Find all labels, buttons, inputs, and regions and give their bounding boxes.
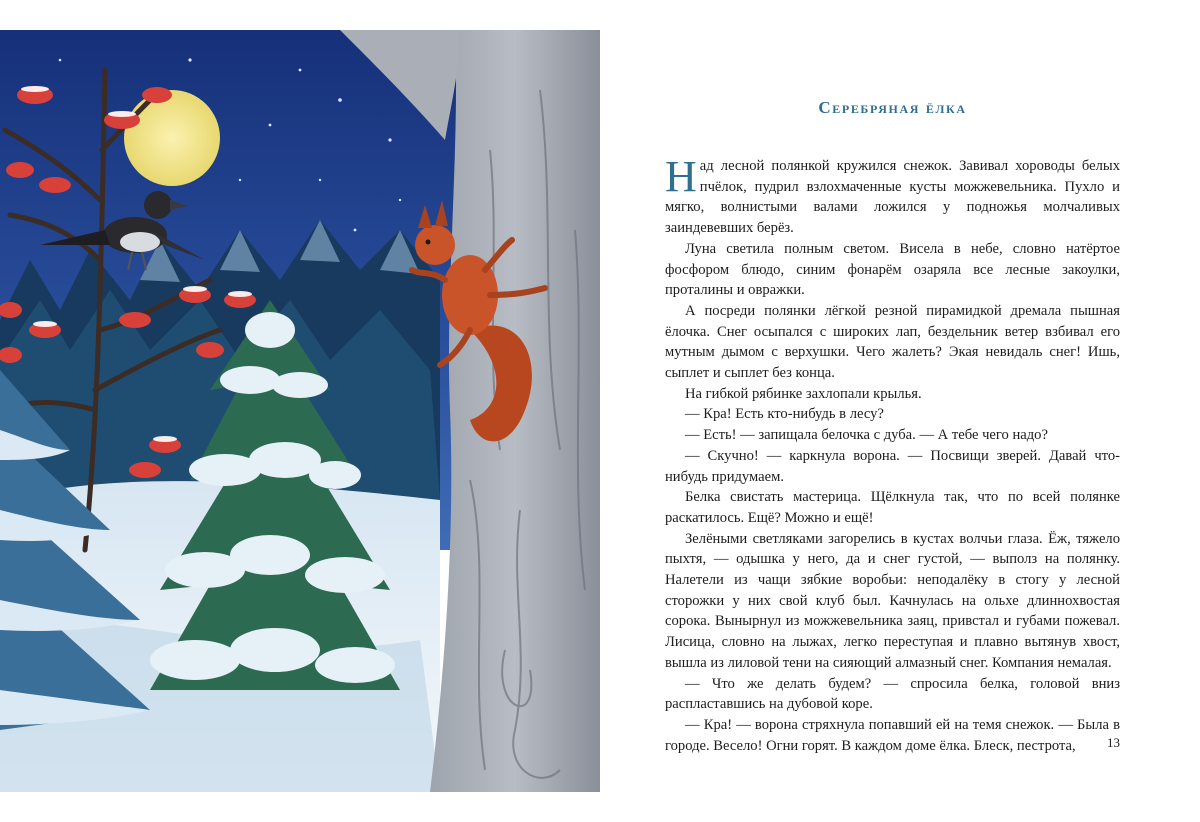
paragraph-text: ад лесной полянкой кружился снежок. Завивал хороводы белых пчёлок, пудрил взлохмаченные кусты можжевельника. Пухло и мягко, волнистыми валами ложился у подножья молчаливых заиндевевших берёз. xyxy=(665,158,1120,237)
paragraph: Белка свистать мастерица. Щёлкнула так, что по всей полянке раскатилось. Ещё? Можно и ещё! xyxy=(665,489,1120,526)
paragraph: — Скучно! — каркнула ворона. — Посвищи зверей. Давай что-нибудь придумаем. xyxy=(665,447,1120,485)
paragraph: — Есть! — запищала белочка с дуба. — А тебе чего надо? xyxy=(685,427,1048,444)
page-number: 13 xyxy=(1107,735,1120,750)
drop-cap: Н xyxy=(665,152,697,201)
paragraph: — Кра! Есть кто-нибудь в лесу? xyxy=(685,406,884,423)
paragraph: На гибкой рябинке захлопали крылья. xyxy=(685,385,922,402)
chapter-title: Серебряная ёлка xyxy=(818,98,967,117)
story-text xyxy=(665,152,1120,756)
full-moon xyxy=(124,90,220,186)
paragraph: — Что же делать будем? — спросила белка, головой вниз распластавшись на дубовой коре. xyxy=(665,675,1120,713)
paragraph: А посреди полянки лёгкой резной пирамидкой дремала пышная ёлочка. Снег осыпался с широких лап, бездельник ветер взбивал его мутным дымом с верхушки. Чего жалеть? Экая невидаль снег! Ишь, сыплет и сыплет без конца. xyxy=(665,302,1120,382)
text-page xyxy=(665,30,1120,792)
paragraph: — Кра! — ворона стряхнула попавший ей на темя снежок. — Была в городе. Весело! Огни горят. В каждом доме ёлка. Блеск, пестрота, xyxy=(665,716,1120,754)
illustration-canvas xyxy=(0,30,600,792)
paragraph: Луна светила полным светом. Висела в небе, словно натёртое фосфором блюдо, синим фонарём озаряла все лесные закоулки, проталины и овражки. xyxy=(665,240,1120,299)
paragraph: Зелёными светляками загорелись в кустах волчьи глаза. Ёж, тяжело пыхтя, — одышка у него, да и снег густой, — выполз на полянку. Налетели из чащи зябкие воробьи: неподалёку в стогу у лесной сторожки у них свой клуб был. Качнулась на ольхе длиннохвостая сорока. Вынырнул из можжевельника заяц, привстал и губами пожевал. Лисица, словно на лыжах, легко переступая и плавно вытянув хвост, вышла из лиловой тени на сияющий алмазный снег. Компания немалая. xyxy=(665,530,1120,671)
paragraph xyxy=(665,152,1120,239)
winter-forest-illustration xyxy=(0,30,600,792)
